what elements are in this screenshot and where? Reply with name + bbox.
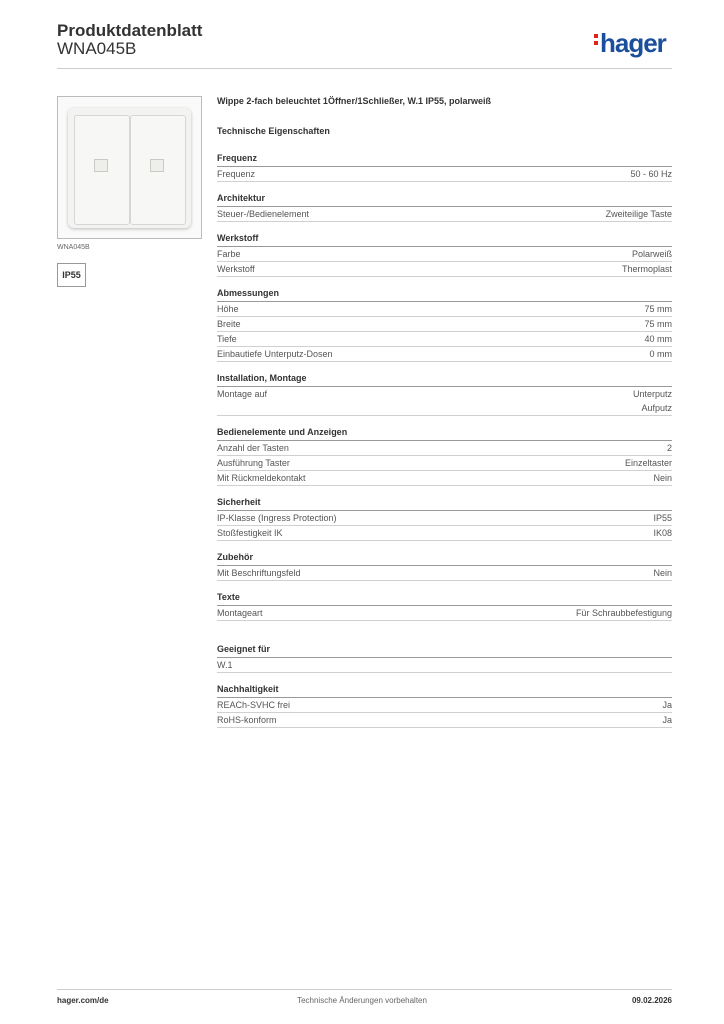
spec-label: Frequenz: [217, 169, 256, 179]
header-divider: [57, 68, 672, 69]
page-title: Produktdatenblatt: [57, 21, 203, 40]
group-title: Frequenz: [217, 152, 672, 167]
spec-groups: [217, 152, 672, 728]
spec-row: [217, 511, 672, 526]
spec-value-line: IK08: [653, 528, 672, 538]
spec-value-line: Für Schraubbefestigung: [575, 608, 672, 618]
spec-value: [653, 566, 672, 580]
spec-row: [217, 526, 672, 541]
spec-value: [606, 207, 672, 221]
spec-row: [217, 207, 672, 222]
spec-value: [653, 526, 672, 540]
spec-row: [217, 456, 672, 471]
spec-group: [217, 372, 672, 416]
footer-note: Technische Änderungen vorbehalten: [297, 996, 427, 1005]
spec-value: [667, 441, 672, 455]
product-image: [57, 96, 202, 239]
spec-value-line: Nein: [653, 473, 672, 483]
spec-value-line: Ja: [662, 700, 672, 710]
spec-group: [217, 551, 672, 581]
spec-value-line: 40 mm: [644, 334, 672, 344]
spec-group: [217, 496, 672, 541]
spec-label: Ausführung Taster: [217, 458, 290, 468]
spec-row: [217, 317, 672, 332]
spec-row: [217, 713, 672, 728]
spec-row: [217, 441, 672, 456]
footer-divider: [57, 989, 672, 990]
spec-value: [644, 302, 672, 316]
spec-row: [217, 262, 672, 277]
spec-row: [217, 566, 672, 581]
group-title: Architektur: [217, 192, 672, 207]
spec-value: [653, 471, 672, 485]
spec-label: Stoßfestigkeit IK: [217, 528, 283, 538]
spec-value: [633, 387, 672, 415]
spec-label: Höhe: [217, 304, 239, 314]
spec-label: RoHS-konform: [217, 715, 277, 725]
product-title: Wippe 2-fach beleuchtet 1Öffner/1Schließer, W.1 IP55, polarweiß: [217, 96, 491, 106]
spec-value: [650, 347, 673, 361]
spec-label: Anzahl der Tasten: [217, 443, 289, 453]
spec-group: [217, 192, 672, 222]
spec-label: Steuer-/Bedienelement: [217, 209, 310, 219]
section-title: Technische Eigenschaften: [217, 126, 330, 136]
image-caption: WNA045B: [57, 244, 90, 251]
group-title: Nachhaltigkeit: [217, 683, 672, 698]
spec-group: [217, 683, 672, 728]
spec-value: [576, 606, 672, 620]
spec-value-line: 75 mm: [644, 319, 672, 329]
logo-dots-icon: [594, 31, 599, 48]
spec-label: Farbe: [217, 249, 241, 259]
spec-value: [630, 167, 672, 181]
group-title: Geeignet für: [217, 643, 672, 658]
spec-value-line: Aufputz: [641, 403, 672, 413]
spec-label: Montage auf: [217, 389, 268, 399]
spec-row: [217, 658, 672, 673]
spec-row: [217, 247, 672, 262]
spec-value: [644, 332, 672, 346]
spec-value-line: Ja: [662, 715, 672, 725]
spec-row: [217, 606, 672, 621]
spec-group: [217, 426, 672, 486]
spec-section: [217, 96, 672, 738]
spec-group: [217, 152, 672, 182]
spec-value-line: 2: [666, 443, 672, 453]
spec-value-line: Nein: [653, 568, 672, 578]
indicator-lamp-left: [94, 159, 108, 172]
spec-label: W.1: [217, 660, 233, 670]
spec-row: [217, 167, 672, 182]
spec-row: [217, 387, 672, 416]
spec-group: [217, 591, 672, 621]
spec-value-line: Thermoplast: [621, 264, 672, 274]
spec-value-line: 50 - 60 Hz: [630, 169, 672, 179]
group-title: Abmessungen: [217, 287, 672, 302]
spec-value-line: 75 mm: [644, 304, 672, 314]
spec-row: [217, 471, 672, 486]
footer-date: 09.02.2026: [631, 996, 672, 1005]
spec-value: [632, 247, 672, 261]
spec-label: Mit Beschriftungsfeld: [217, 568, 301, 578]
spec-label: Breite: [217, 319, 241, 329]
group-title: Installation, Montage: [217, 372, 672, 387]
spec-value: [644, 317, 672, 331]
article-number: WNA045B: [57, 39, 137, 58]
indicator-lamp-right: [150, 159, 164, 172]
spec-row: [217, 698, 672, 713]
spec-row: [217, 347, 672, 362]
group-title: Sicherheit: [217, 496, 672, 511]
spec-value: [622, 262, 672, 276]
group-title: Zubehör: [217, 551, 672, 566]
group-title: Texte: [217, 591, 672, 606]
footer-site: hager.com/de: [57, 996, 109, 1005]
spec-group: [217, 232, 672, 277]
spec-value-line: Polarweiß: [631, 249, 672, 259]
spec-row: [217, 302, 672, 317]
spec-label: REACh-SVHC frei: [217, 700, 291, 710]
spec-label: Montageart: [217, 608, 263, 618]
group-title: Werkstoff: [217, 232, 672, 247]
spec-value-line: 0 mm: [649, 349, 672, 359]
spec-value-line: Einzeltaster: [624, 458, 672, 468]
group-title: Bedienelemente und Anzeigen: [217, 426, 672, 441]
spec-value-line: IP55: [653, 513, 672, 523]
spec-row: [217, 332, 672, 347]
spec-value-line: Unterputz: [632, 389, 672, 399]
ip-badge: IP55: [57, 263, 86, 287]
spec-label: Tiefe: [217, 334, 237, 344]
spec-value: [625, 456, 672, 470]
logo-text: hager: [600, 28, 666, 58]
spec-value: [662, 713, 672, 727]
spec-value-line: Zweiteilige Taste: [605, 209, 672, 219]
spec-value: [653, 511, 672, 525]
hager-logo: [594, 28, 666, 59]
spec-group: [217, 287, 672, 362]
spec-label: IP-Klasse (Ingress Protection): [217, 513, 337, 523]
spec-label: Werkstoff: [217, 264, 255, 274]
spec-value: [662, 698, 672, 712]
spec-label: Einbautiefe Unterputz-Dosen: [217, 349, 333, 359]
spec-group: [217, 643, 672, 673]
spec-label: Mit Rückmeldekontakt: [217, 473, 306, 483]
